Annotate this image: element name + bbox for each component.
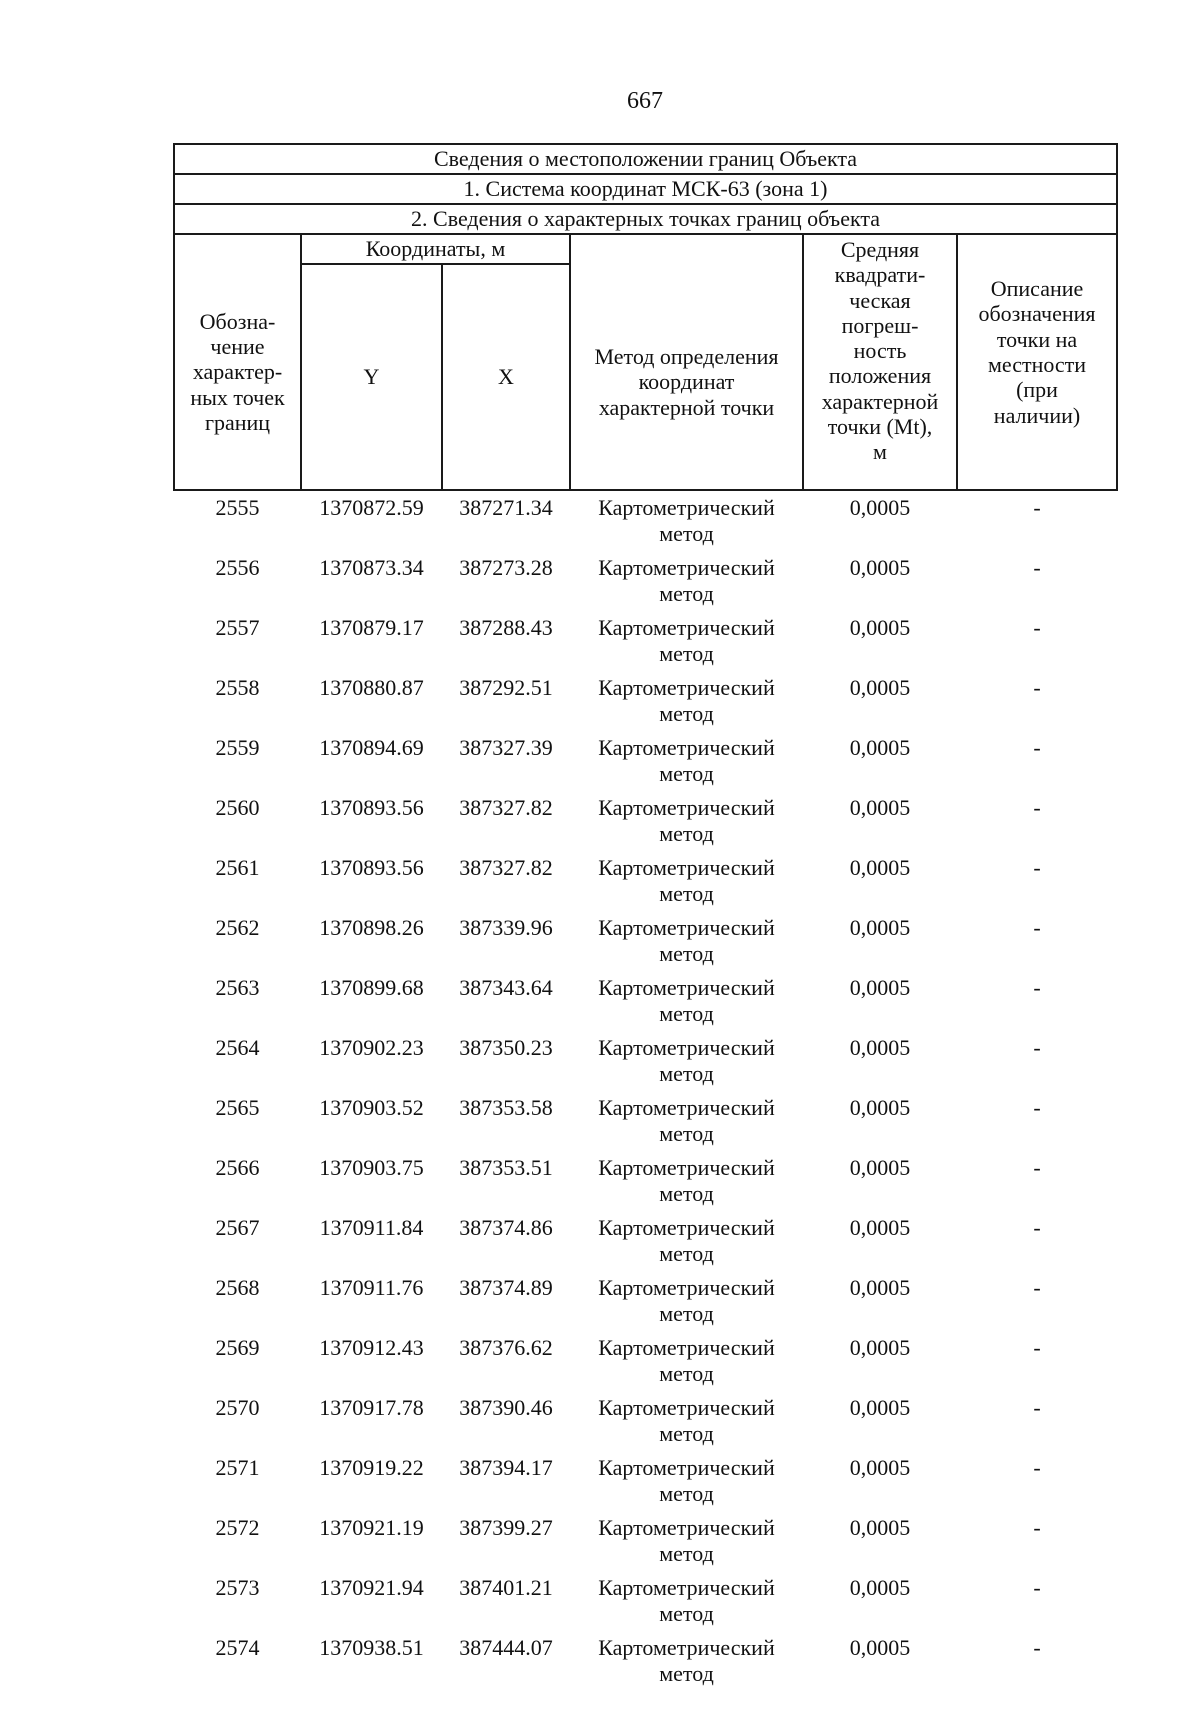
header-error: Средняя квадрати- ческая погреш- ность положения характерной точки (Mt), м	[803, 234, 957, 490]
cell-description: -	[1033, 1335, 1041, 1360]
cell-point: 2566	[215, 1155, 260, 1180]
cell-method: Картометрический метод	[598, 1095, 775, 1147]
table-row	[174, 911, 1117, 971]
cell-error: 0,0005	[849, 975, 911, 1000]
cell-description: -	[1033, 975, 1041, 1000]
cell-y: 1370903.75	[319, 1155, 424, 1180]
cell-point: 2563	[215, 975, 260, 1000]
cell-error: 0,0005	[849, 795, 911, 820]
cell-description: -	[1033, 1275, 1041, 1300]
cell-y: 1370872.59	[319, 495, 424, 520]
cell-point: 2558	[215, 675, 260, 700]
cell-description: -	[1033, 795, 1041, 820]
cell-description: -	[1033, 855, 1041, 880]
cell-error: 0,0005	[849, 615, 911, 640]
cell-description: -	[1033, 1515, 1041, 1540]
cell-method: Картометрический метод	[598, 1515, 775, 1567]
page-number: 667	[627, 88, 663, 114]
cell-description: -	[1033, 735, 1041, 760]
cell-point: 2570	[215, 1395, 260, 1420]
cell-description: -	[1033, 1575, 1041, 1600]
table-row	[174, 551, 1117, 611]
cell-x: 387353.51	[459, 1155, 553, 1180]
cell-error: 0,0005	[849, 1575, 911, 1600]
cell-method: Картометрический метод	[598, 1455, 775, 1507]
cell-x: 387399.27	[459, 1515, 553, 1540]
cell-method: Картометрический метод	[598, 1575, 775, 1627]
cell-point: 2572	[215, 1515, 260, 1540]
cell-method: Картометрический метод	[598, 795, 775, 847]
cell-y: 1370919.22	[319, 1455, 424, 1480]
cell-method: Картометрический метод	[598, 495, 775, 547]
cell-point: 2569	[215, 1335, 260, 1360]
cell-point: 2574	[215, 1635, 260, 1660]
table-row	[174, 791, 1117, 851]
cell-x: 387353.58	[459, 1095, 553, 1120]
cell-description: -	[1033, 915, 1041, 940]
cell-y: 1370894.69	[319, 735, 424, 760]
cell-x: 387288.43	[459, 615, 553, 640]
cell-y: 1370921.94	[319, 1575, 424, 1600]
header-description: Описание обозначения точки на местности (при наличии)	[957, 234, 1117, 490]
boundary-points-table	[173, 143, 1118, 1691]
cell-x: 387374.86	[459, 1215, 553, 1240]
header-y: Y	[301, 264, 442, 490]
cell-point: 2560	[215, 795, 260, 820]
cell-y: 1370880.87	[319, 675, 424, 700]
cell-method: Картометрический метод	[598, 615, 775, 667]
table-title: Сведения о местоположении границ Объекта	[174, 144, 1117, 174]
table-row	[174, 1511, 1117, 1571]
cell-method: Картометрический метод	[598, 1155, 775, 1207]
table-body	[174, 490, 1117, 1691]
cell-y: 1370893.56	[319, 855, 424, 880]
cell-x: 387376.62	[459, 1335, 553, 1360]
cell-error: 0,0005	[849, 1515, 911, 1540]
cell-x: 387339.96	[459, 915, 553, 940]
header-method: Метод определения координат характерной точки	[570, 234, 803, 490]
cell-x: 387394.17	[459, 1455, 553, 1480]
cell-description: -	[1033, 1455, 1041, 1480]
cell-error: 0,0005	[849, 1095, 911, 1120]
cell-y: 1370921.19	[319, 1515, 424, 1540]
cell-y: 1370902.23	[319, 1035, 424, 1060]
cell-y: 1370899.68	[319, 975, 424, 1000]
cell-error: 0,0005	[849, 1155, 911, 1180]
cell-y: 1370912.43	[319, 1335, 424, 1360]
cell-description: -	[1033, 1095, 1041, 1120]
cell-point: 2561	[215, 855, 260, 880]
cell-x: 387390.46	[459, 1395, 553, 1420]
cell-x: 387401.21	[459, 1575, 553, 1600]
cell-description: -	[1033, 1035, 1041, 1060]
cell-y: 1370893.56	[319, 795, 424, 820]
cell-y: 1370903.52	[319, 1095, 424, 1120]
header-x: X	[442, 264, 570, 490]
cell-y: 1370917.78	[319, 1395, 424, 1420]
cell-description: -	[1033, 1635, 1041, 1660]
table-row	[174, 1271, 1117, 1331]
cell-description: -	[1033, 1155, 1041, 1180]
cell-description: -	[1033, 1395, 1041, 1420]
cell-x: 387327.39	[459, 735, 553, 760]
table-row	[174, 1151, 1117, 1211]
cell-error: 0,0005	[849, 1215, 911, 1240]
cell-error: 0,0005	[849, 735, 911, 760]
cell-method: Картометрический метод	[598, 1635, 775, 1687]
cell-error: 0,0005	[849, 1635, 911, 1660]
cell-point: 2564	[215, 1035, 260, 1060]
cell-method: Картометрический метод	[598, 1275, 775, 1327]
cell-error: 0,0005	[849, 555, 911, 580]
table-row	[174, 1391, 1117, 1451]
cell-description: -	[1033, 615, 1041, 640]
cell-y: 1370879.17	[319, 615, 424, 640]
table-row	[174, 851, 1117, 911]
cell-error: 0,0005	[849, 675, 911, 700]
cell-method: Картометрический метод	[598, 675, 775, 727]
cell-description: -	[1033, 555, 1041, 580]
table-row	[174, 1331, 1117, 1391]
cell-point: 2556	[215, 555, 260, 580]
cell-method: Картометрический метод	[598, 975, 775, 1027]
table-row	[174, 611, 1117, 671]
cell-point: 2559	[215, 735, 260, 760]
cell-point: 2573	[215, 1575, 260, 1600]
cell-y: 1370911.76	[319, 1275, 424, 1300]
cell-method: Картометрический метод	[598, 1035, 775, 1087]
header-point: Обозна- чение характер- ных точек границ	[174, 234, 301, 490]
cell-error: 0,0005	[849, 1035, 911, 1060]
cell-error: 0,0005	[849, 1335, 911, 1360]
cell-x: 387327.82	[459, 795, 553, 820]
cell-x: 387271.34	[459, 495, 553, 520]
table-row	[174, 1571, 1117, 1631]
cell-y: 1370938.51	[319, 1635, 424, 1660]
cell-error: 0,0005	[849, 915, 911, 940]
cell-x: 387292.51	[459, 675, 553, 700]
cell-error: 0,0005	[849, 495, 911, 520]
table-row	[174, 490, 1117, 551]
cell-error: 0,0005	[849, 1395, 911, 1420]
cell-description: -	[1033, 495, 1041, 520]
cell-x: 387444.07	[459, 1635, 553, 1660]
cell-method: Картометрический метод	[598, 735, 775, 787]
cell-point: 2568	[215, 1275, 260, 1300]
cell-error: 0,0005	[849, 855, 911, 880]
cell-point: 2567	[215, 1215, 260, 1240]
cell-y: 1370898.26	[319, 915, 424, 940]
cell-point: 2571	[215, 1455, 260, 1480]
table-row	[174, 1631, 1117, 1691]
cell-method: Картометрический метод	[598, 1215, 775, 1267]
cell-error: 0,0005	[849, 1275, 911, 1300]
table-row	[174, 731, 1117, 791]
cell-x: 387374.89	[459, 1275, 553, 1300]
coordinate-system-title: 1. Система координат МСК-63 (зона 1)	[174, 174, 1117, 204]
points-section-title: 2. Сведения о характерных точках границ объекта	[174, 204, 1117, 234]
cell-method: Картометрический метод	[598, 1335, 775, 1387]
table-row	[174, 1091, 1117, 1151]
table-row	[174, 971, 1117, 1031]
cell-method: Картометрический метод	[598, 555, 775, 607]
cell-x: 387350.23	[459, 1035, 553, 1060]
cell-x: 387343.64	[459, 975, 553, 1000]
cell-description: -	[1033, 675, 1041, 700]
cell-method: Картометрический метод	[598, 1395, 775, 1447]
cell-x: 387327.82	[459, 855, 553, 880]
table-row	[174, 1211, 1117, 1271]
header-coordinates: Координаты, м	[301, 234, 570, 264]
cell-x: 387273.28	[459, 555, 553, 580]
table-row	[174, 1031, 1117, 1091]
cell-point: 2557	[215, 615, 260, 640]
cell-method: Картометрический метод	[598, 915, 775, 967]
cell-point: 2555	[215, 495, 260, 520]
cell-error: 0,0005	[849, 1455, 911, 1480]
cell-y: 1370873.34	[319, 555, 424, 580]
cell-method: Картометрический метод	[598, 855, 775, 907]
table-row	[174, 1451, 1117, 1511]
cell-description: -	[1033, 1215, 1041, 1240]
cell-point: 2565	[215, 1095, 260, 1120]
cell-y: 1370911.84	[319, 1215, 424, 1240]
cell-point: 2562	[215, 915, 260, 940]
table-row	[174, 671, 1117, 731]
